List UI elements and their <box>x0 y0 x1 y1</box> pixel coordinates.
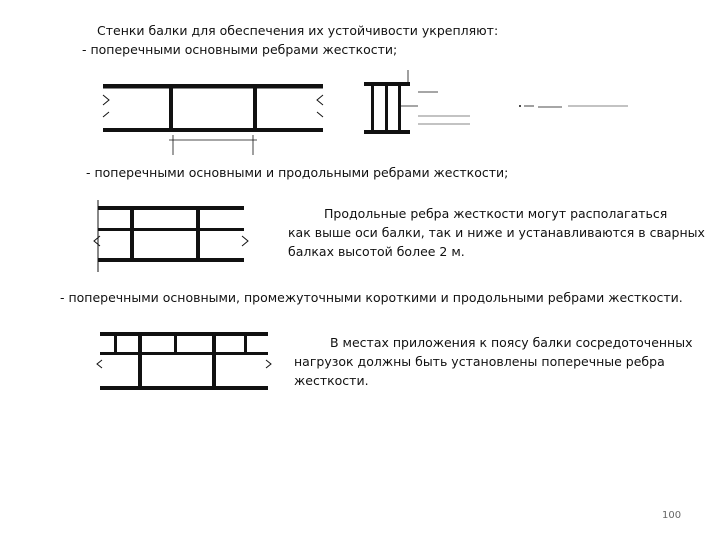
concentrated-load-note-line-2: нагрузок должны быть установлены поперечные ребра <box>294 354 665 369</box>
rib-width-formula-image <box>512 92 632 120</box>
concentrated-load-note-line-1: В местах приложения к поясу балки сосредоточенных <box>330 335 693 350</box>
item-transverse-longitudinal: - поперечными основными и продольными ребрами жесткости; <box>86 165 509 180</box>
beam-intermediate-ribs-diagram <box>96 322 276 400</box>
slide-title: Стенки балки для обеспечения их устойчивости укрепляют: <box>97 23 499 38</box>
page-number: 100 <box>662 510 682 521</box>
beam-longitudinal-ribs-diagram <box>92 192 252 277</box>
concentrated-load-note <box>294 333 693 390</box>
longitudinal-note-line-2: как выше оси балки, так и ниже и устанавливаются в сварных <box>288 225 705 240</box>
longitudinal-note <box>288 204 705 261</box>
concentrated-load-note-line-3: жесткости. <box>294 373 369 388</box>
beam-transverse-ribs-diagram <box>95 80 335 155</box>
item-transverse-main: - поперечными основными ребрами жесткости; <box>82 42 398 57</box>
item-transverse-intermediate-longitudinal: - поперечными основными, промежуточными короткими и продольными ребрами жесткости. <box>60 290 683 305</box>
longitudinal-note-line-3: балках высотой более 2 м. <box>288 244 465 259</box>
longitudinal-note-line-1: Продольные ребра жесткости могут располагаться <box>324 206 668 221</box>
beam-cross-section-diagram <box>360 62 480 147</box>
